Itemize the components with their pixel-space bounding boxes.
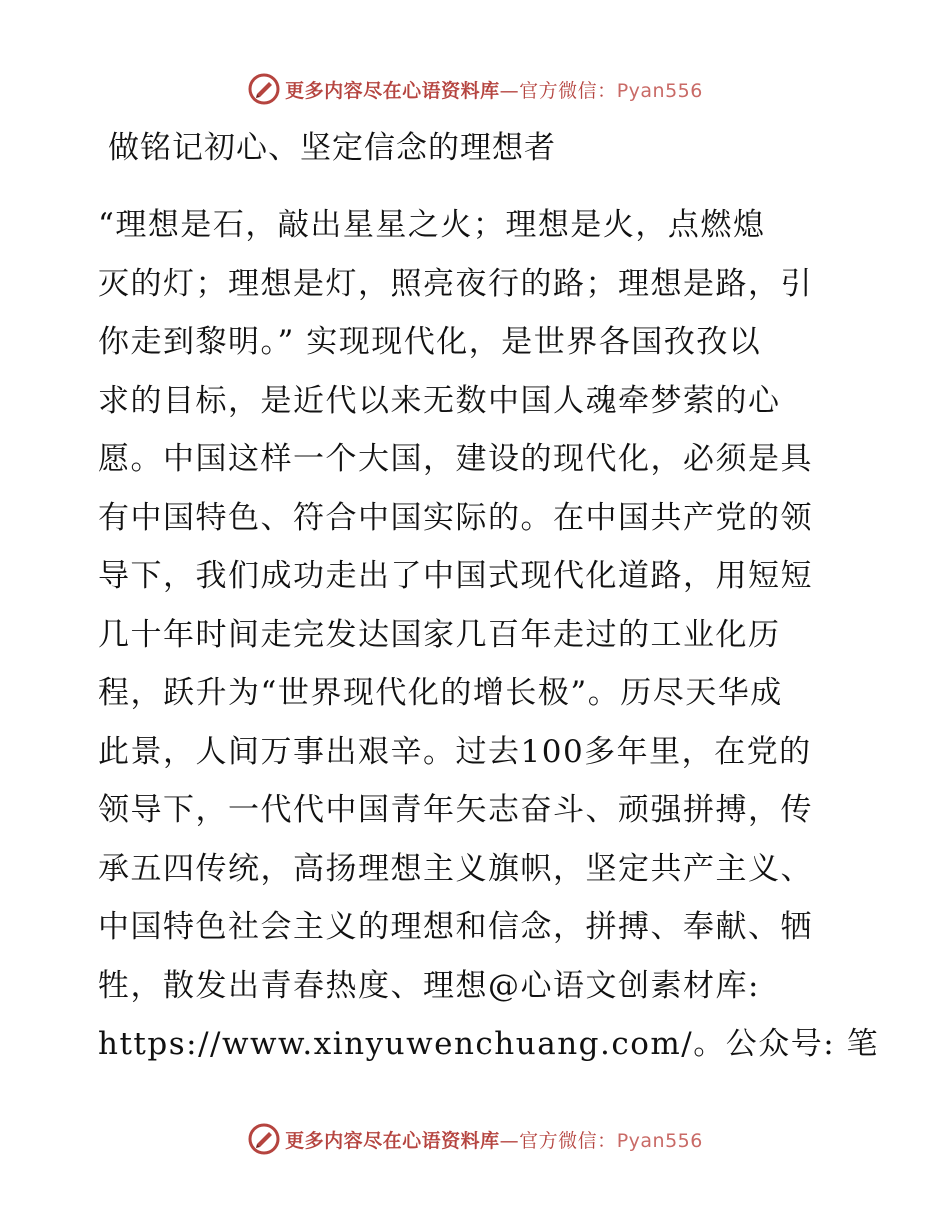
footer-watermark — [0, 1122, 950, 1156]
document-body — [98, 196, 880, 1074]
body-line: 灭的灯；理想是灯，照亮夜行的路；理想是路，引 — [98, 265, 813, 302]
brand-logo-icon — [247, 72, 281, 106]
body-line: 有中国特色、符合中国实际的。在中国共产党的领 — [98, 499, 813, 536]
body-line: 程，跃升为“世界现代化的增长极”。历尽天华成 — [98, 675, 783, 711]
body-line: https://www.xinyuwenchuang.com/。公众号: 笔 — [98, 1026, 880, 1062]
body-line: 承五四传统，高扬理想主义旗帜，坚定共产主义、 — [98, 850, 813, 887]
watermark-brand: 更多内容尽在心语资料库 — [285, 79, 500, 102]
body-line: “理想是石，敲出星星之火；理想是火，点燃熄 — [98, 207, 766, 243]
watermark-text — [285, 76, 703, 103]
watermark-suffix: 官方微信： — [519, 79, 617, 102]
body-line: 你走到黎明。” 实现现代化，是世界各国孜孜以 — [98, 324, 762, 360]
body-line: 中国特色社会主义的理想和信念，拼搏、奉献、牺 — [98, 909, 813, 945]
watermark-wechat-id: Pyan556 — [616, 79, 703, 102]
watermark-suffix: 官方微信： — [519, 1129, 617, 1152]
header-watermark — [0, 72, 950, 106]
body-line: 几十年时间走完发达国家几百年走过的工业化历 — [98, 616, 781, 653]
body-line: 领导下，一代代中国青年矢志奋斗、顽强拼搏，传 — [98, 792, 813, 828]
body-line: 愿。中国这样一个大国，建设的现代化，必须是具 — [98, 441, 813, 477]
watermark-text — [285, 1126, 703, 1153]
watermark-separator: — — [499, 1129, 520, 1152]
body-line: 导下，我们成功走出了中国式现代化道路，用短短 — [98, 558, 813, 594]
document-title: 做铭记初心、坚定信念的理想者 — [108, 130, 556, 166]
body-line: 牲，散发出青春热度、理想@心语文创素材库: — [98, 967, 760, 1004]
body-line: 此景，人间万事出艰辛。过去100多年里，在党的 — [98, 733, 812, 770]
brand-logo-icon — [247, 1122, 281, 1156]
watermark-separator: — — [499, 79, 520, 102]
watermark-brand: 更多内容尽在心语资料库 — [285, 1129, 500, 1152]
watermark-wechat-id: Pyan556 — [616, 1129, 703, 1152]
body-line: 求的目标，是近代以来无数中国人魂牵梦萦的心 — [98, 382, 781, 419]
